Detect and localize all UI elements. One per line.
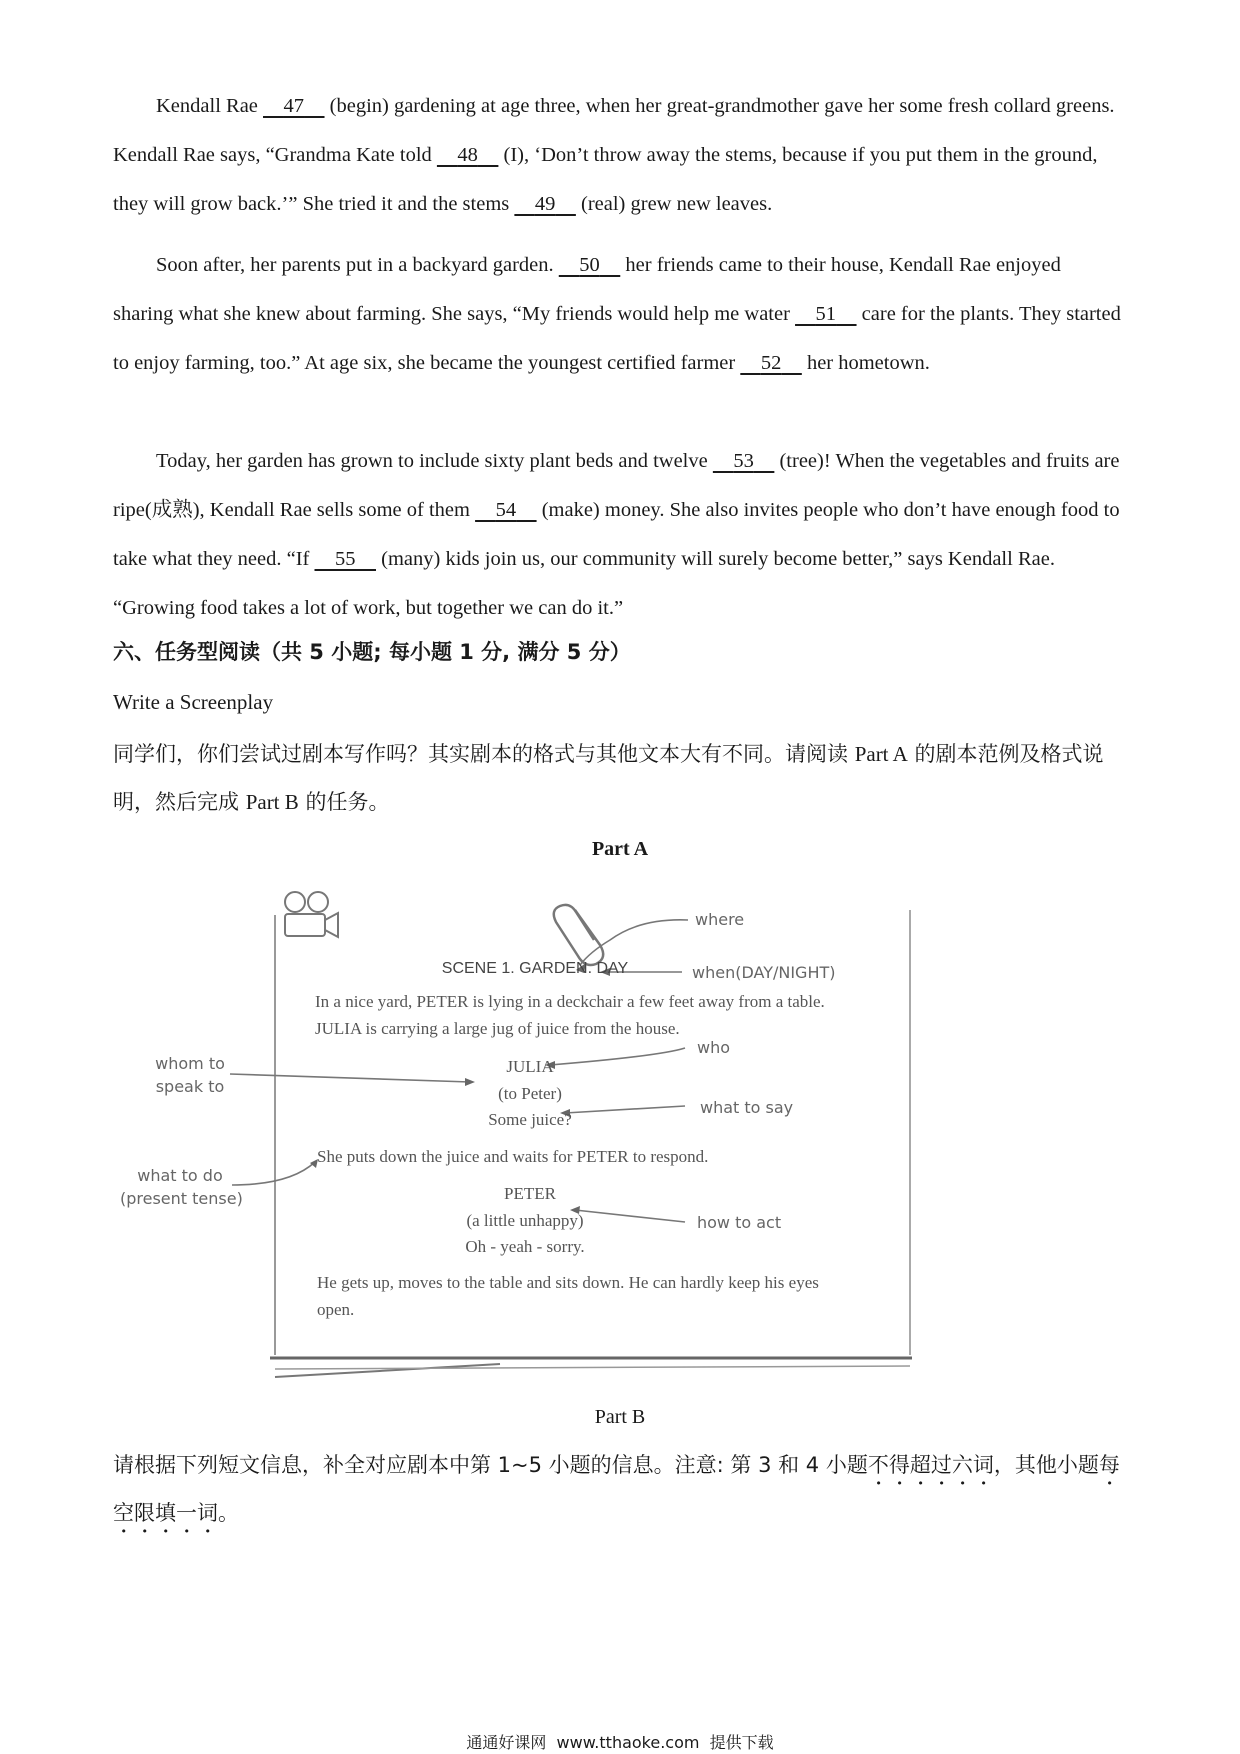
action-line: He gets up, moves to the table and sits down. He can hardly keep his eyes [317, 1273, 819, 1292]
annotation-where: where [695, 910, 745, 929]
action-line: She puts down the juice and waits for PETER to respond. [317, 1147, 709, 1166]
text: (I), ‘Don’t throw away the stems, because if you put them in the ground, they will grow back.’” She tried it and the stems [113, 144, 1098, 215]
cloze-paragraph-3 [113, 437, 1123, 633]
part-a-label: Part A [591, 838, 649, 860]
text: care for the plants. They started to enjoy farming, too.” At age six, she became the youngest certified farmer [113, 303, 1121, 374]
action-line: In a nice yard, PETER is lying in a deckchair a few feet away from a table. [315, 992, 825, 1011]
text: (many) kids join us, our community will surely become better,” says Kendall Rae. “Growing food takes a lot of work, but together we can do it.” [113, 548, 1055, 619]
text: (begin) gardening at age three, when her great-grandmother gave her some fresh collard greens. Kendall Rae says, “Grandma Kate told [113, 95, 1115, 166]
text: Soon after, her parents put in a backyard garden. [156, 254, 559, 276]
cloze-paragraph-2 [113, 241, 1123, 388]
dialogue: Some juice? [488, 1110, 572, 1129]
action-line: JULIA is carrying a large jug of juice from the house. [315, 1019, 680, 1038]
annotation-what-to-say: what to say [700, 1098, 794, 1117]
instructions-paragraph: 同学们，你们尝试过剧本写作吗？其实剧本的格式与其他文本大有不同。请阅读 Part A 的剧本范例及格式说明，然后完成 Part B 的任务。 [113, 742, 1104, 814]
emphasis-text: 每空限填一词 [113, 1453, 1120, 1525]
section-heading: 六、任务型阅读（共 5 小题; 每小题 1 分, 满分 5 分） [113, 640, 631, 664]
part-b-instructions: 请根据下列短文信息，补全对应剧本中第 1~5 小题的信息。注意: 第 3 和 4 小题不得超过六词，其他小题每空限填一词。 [113, 1453, 1120, 1525]
character-name: PETER [504, 1184, 556, 1203]
page-footer: 通通好课网 www.tthaoke.com 提供下载 [466, 1733, 774, 1752]
section-subtitle: Write a Screenplay [113, 690, 274, 714]
blank-48: 48 [457, 144, 478, 166]
text: Today, her garden has grown to include sixty plant beds and twelve [156, 450, 713, 472]
blank-53: 53 [733, 450, 754, 472]
text: (real) grew new leaves. [575, 193, 773, 215]
part-b-label: Part B [594, 1406, 646, 1428]
annotation-how-to-act: how to act [697, 1213, 782, 1232]
parenthetical: (to Peter) [498, 1084, 562, 1103]
cloze-paragraph-1 [113, 82, 1123, 229]
text: her hometown. [801, 352, 930, 374]
blank-52: 52 [760, 352, 782, 374]
blank-51: 51 [815, 303, 837, 325]
blank-49: 49 [534, 193, 556, 215]
annotation-whom-to-speak-to: whom to speak to [155, 1054, 225, 1096]
scene-heading: SCENE 1. GARDEN. DAY [441, 960, 629, 977]
action-line: open. [317, 1300, 355, 1319]
paperclip-icon [554, 905, 603, 965]
character-name: JULIA [506, 1057, 554, 1076]
annotation-who: who [697, 1038, 731, 1057]
text: (make) money. She also invites people who don’t have enough food to take what they need. “If [113, 499, 1120, 570]
dialogue: Oh - yeah - sorry. [465, 1237, 585, 1256]
emphasis-text: 不得超过六词 [867, 1453, 994, 1477]
parenthetical: (a little unhappy) [466, 1211, 584, 1230]
film-camera-icon [285, 892, 338, 937]
blank-54: 54 [495, 499, 517, 521]
text: her friends came to their house, Kendall Rae enjoyed sharing what she knew about farming. She says, “My friends would help me water [113, 254, 1061, 325]
figure-decorations [120, 880, 940, 1385]
annotation-what-to-do: what to do (present tense) [120, 1166, 243, 1208]
blank-50: 50 [579, 254, 600, 276]
text: Kendall Rae [156, 95, 264, 117]
footer-url: www.tthaoke.com [556, 1733, 700, 1752]
blank-47: 47 [283, 95, 305, 117]
blank-55: 55 [335, 548, 356, 570]
text: (tree)! When the vegetables and fruits are ripe(成熟), Kendall Rae sells some of them [113, 450, 1120, 521]
screenplay-figure [120, 880, 940, 1385]
annotation-when: when(DAY/NIGHT) [692, 963, 836, 982]
